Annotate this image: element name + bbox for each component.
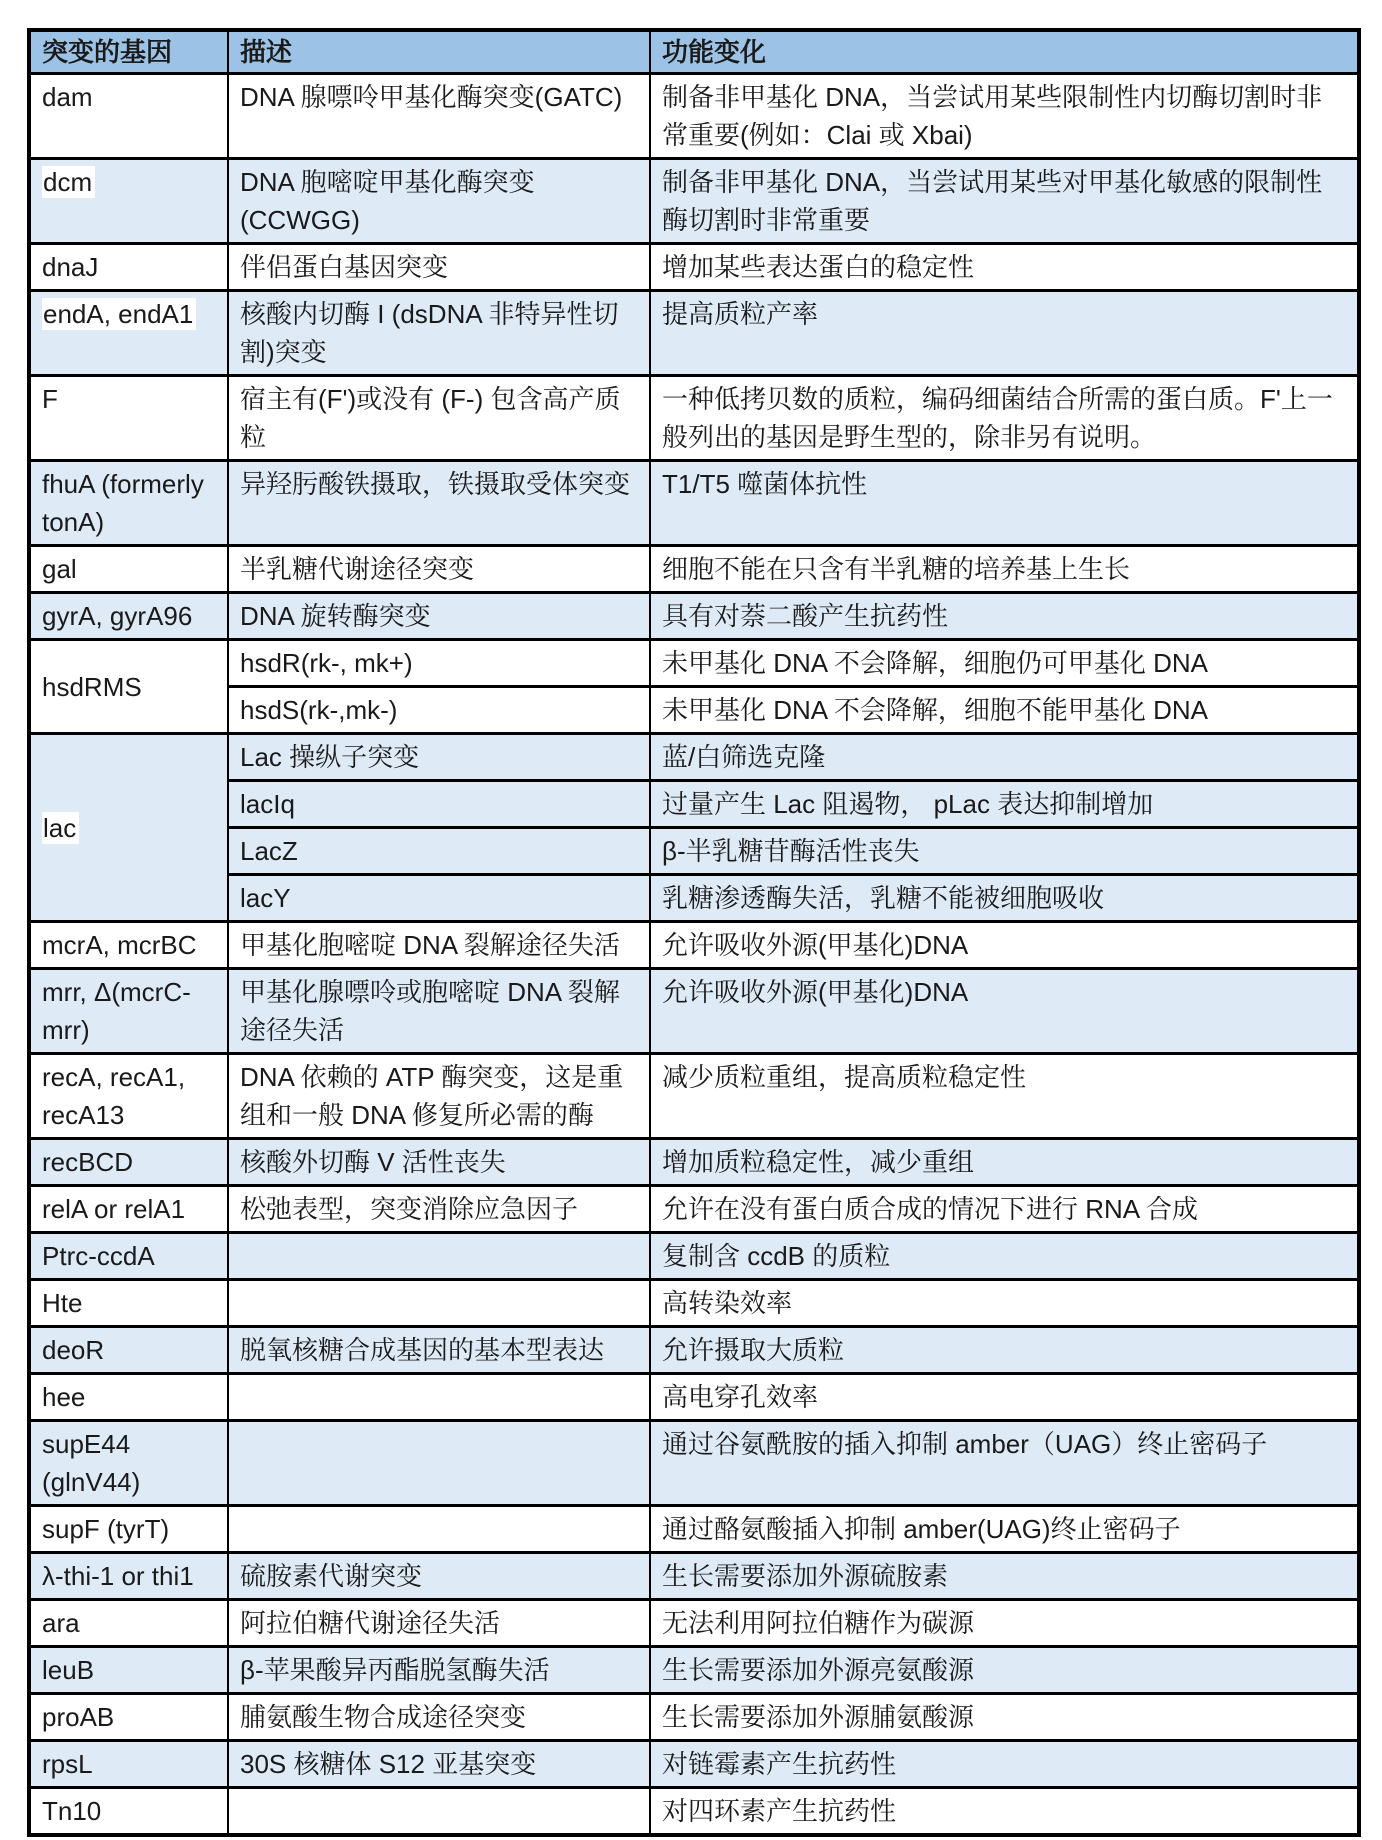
- header-description: 描述: [228, 30, 650, 74]
- table-row: [29, 1054, 1359, 1139]
- table-row: [29, 1788, 1359, 1836]
- function-cell: 高电穿孔效率: [650, 1374, 1359, 1421]
- function-cell: β-半乳糖苷酶活性丧失: [650, 828, 1359, 875]
- description-cell: [228, 1506, 650, 1553]
- gene-cell: [29, 1741, 228, 1788]
- table-row: [29, 1280, 1359, 1327]
- gene-name: hsdRMS: [42, 671, 142, 702]
- table-row: [29, 1186, 1359, 1233]
- gene-name: rpsL: [42, 1749, 93, 1779]
- table-body: [29, 74, 1359, 1836]
- gene-cell: [29, 1506, 228, 1553]
- table-row: [29, 244, 1359, 291]
- table-row: [29, 546, 1359, 593]
- description-cell: 30S 核糖体 S12 亚基突变: [228, 1741, 650, 1788]
- table-row: [29, 74, 1359, 159]
- gene-cell: [29, 159, 228, 244]
- table-row: [29, 1327, 1359, 1374]
- gene-name: Ptrc-ccdA: [42, 1241, 155, 1271]
- table-row: [29, 461, 1359, 546]
- description-cell: 甲基化腺嘌呤或胞嘧啶 DNA 裂解途径失活: [228, 969, 650, 1054]
- function-cell: 允许在没有蛋白质合成的情况下进行 RNA 合成: [650, 1186, 1359, 1233]
- function-cell: 复制含 ccdB 的质粒: [650, 1233, 1359, 1280]
- gene-cell: [29, 244, 228, 291]
- table-header: [29, 30, 1359, 74]
- table-row: [29, 1421, 1359, 1506]
- gene-cell: [29, 1054, 228, 1139]
- table-row: [29, 1506, 1359, 1553]
- header-gene: 突变的基因: [29, 30, 228, 74]
- gene-cell: [29, 461, 228, 546]
- gene-cell: [29, 969, 228, 1054]
- gene-cell: [29, 376, 228, 461]
- gene-name: supE44 (glnV44): [42, 1429, 141, 1497]
- description-cell: 松弛表型，突变消除应急因子: [228, 1186, 650, 1233]
- table-row: [29, 828, 1359, 875]
- gene-cell: [29, 546, 228, 593]
- description-cell: 甲基化胞嘧啶 DNA 裂解途径失活: [228, 922, 650, 969]
- table-row: [29, 1374, 1359, 1421]
- description-cell: [228, 1374, 650, 1421]
- description-cell: lacY: [228, 875, 650, 922]
- gene-name: dcm: [42, 166, 95, 198]
- gene-name: gyrA, gyrA96: [42, 601, 193, 631]
- description-cell: 伴侣蛋白基因突变: [228, 244, 650, 291]
- gene-name: relA or relA1: [42, 1194, 186, 1224]
- gene-name: Tn10: [42, 1796, 102, 1826]
- gene-name: mcrA, mcrBC: [42, 930, 197, 960]
- function-cell: 生长需要添加外源硫胺素: [650, 1553, 1359, 1600]
- gene-cell: [29, 1788, 228, 1836]
- function-cell: 无法利用阿拉伯糖作为碳源: [650, 1600, 1359, 1647]
- gene-name: λ-thi-1 or thi1: [42, 1561, 194, 1591]
- description-cell: [228, 1280, 650, 1327]
- description-cell: Lac 操纵子突变: [228, 734, 650, 781]
- gene-name: leuB: [42, 1655, 95, 1685]
- table-row: [29, 376, 1359, 461]
- gene-cell: [29, 1694, 228, 1741]
- description-cell: 阿拉伯糖代谢途径失活: [228, 1600, 650, 1647]
- function-cell: 允许摄取大质粒: [650, 1327, 1359, 1374]
- gene-cell: [29, 291, 228, 376]
- function-cell: 生长需要添加外源脯氨酸源: [650, 1694, 1359, 1741]
- function-cell: 具有对萘二酸产生抗药性: [650, 593, 1359, 640]
- gene-name: Hte: [42, 1288, 83, 1318]
- gene-cell: [29, 1647, 228, 1694]
- gene-cell: [29, 1600, 228, 1647]
- gene-cell: [29, 640, 228, 734]
- description-cell: 硫胺素代谢突变: [228, 1553, 650, 1600]
- function-cell: 制备非甲基化 DNA，当尝试用某些限制性内切酶切割时非常重要(例如：Clai 或 Xbai): [650, 74, 1359, 159]
- function-cell: 生长需要添加外源亮氨酸源: [650, 1647, 1359, 1694]
- gene-cell: [29, 1374, 228, 1421]
- description-cell: DNA 依赖的 ATP 酶突变，这是重组和一般 DNA 修复所必需的酶: [228, 1054, 650, 1139]
- function-cell: 增加质粒稳定性，减少重组: [650, 1139, 1359, 1186]
- header-function: 功能变化: [650, 30, 1359, 74]
- description-cell: LacZ: [228, 828, 650, 875]
- gene-name: endA, endA1: [42, 298, 196, 330]
- description-cell: DNA 腺嘌呤甲基化酶突变(GATC): [228, 74, 650, 159]
- description-cell: hsdR(rk-, mk+): [228, 640, 650, 687]
- gene-name: ara: [42, 1608, 80, 1638]
- table-row: [29, 781, 1359, 828]
- table-row: [29, 1694, 1359, 1741]
- table-row: [29, 1553, 1359, 1600]
- function-cell: 减少质粒重组，提高质粒稳定性: [650, 1054, 1359, 1139]
- function-cell: 提高质粒产率: [650, 291, 1359, 376]
- gene-name: F: [42, 384, 58, 414]
- gene-cell: [29, 1139, 228, 1186]
- gene-cell: [29, 593, 228, 640]
- gene-cell: [29, 1327, 228, 1374]
- table-row: [29, 687, 1359, 734]
- function-cell: 对四环素产生抗药性: [650, 1788, 1359, 1836]
- description-cell: 异羟肟酸铁摄取，铁摄取受体突变: [228, 461, 650, 546]
- description-cell: DNA 旋转酶突变: [228, 593, 650, 640]
- function-cell: 制备非甲基化 DNA，当尝试用某些对甲基化敏感的限制性酶切割时非常重要: [650, 159, 1359, 244]
- table-row: [29, 734, 1359, 781]
- function-cell: 乳糖渗透酶失活，乳糖不能被细胞吸收: [650, 875, 1359, 922]
- table-row: [29, 875, 1359, 922]
- table-row: [29, 1139, 1359, 1186]
- table-row: [29, 1647, 1359, 1694]
- description-cell: [228, 1421, 650, 1506]
- function-cell: 高转染效率: [650, 1280, 1359, 1327]
- gene-name: mrr, Δ(mcrC-mrr): [42, 977, 191, 1045]
- description-cell: lacIq: [228, 781, 650, 828]
- genotype-table: [27, 28, 1361, 1837]
- description-cell: β-苹果酸异丙酯脱氢酶失活: [228, 1647, 650, 1694]
- function-cell: 未甲基化 DNA 不会降解，细胞仍可甲基化 DNA: [650, 640, 1359, 687]
- function-cell: 通过酪氨酸插入抑制 amber(UAG)终止密码子: [650, 1506, 1359, 1553]
- gene-name: proAB: [42, 1702, 115, 1732]
- function-cell: 蓝/白筛选克隆: [650, 734, 1359, 781]
- description-cell: 脯氨酸生物合成途径突变: [228, 1694, 650, 1741]
- description-cell: hsdS(rk-,mk-): [228, 687, 650, 734]
- description-cell: 宿主有(F')或没有 (F-) 包含高产质粒: [228, 376, 650, 461]
- function-cell: 未甲基化 DNA 不会降解，细胞不能甲基化 DNA: [650, 687, 1359, 734]
- table-row: [29, 291, 1359, 376]
- gene-cell: [29, 922, 228, 969]
- table-row: [29, 1600, 1359, 1647]
- function-cell: 允许吸收外源(甲基化)DNA: [650, 969, 1359, 1054]
- description-cell: 脱氧核糖合成基因的基本型表达: [228, 1327, 650, 1374]
- function-cell: 细胞不能在只含有半乳糖的培养基上生长: [650, 546, 1359, 593]
- header-row: [29, 30, 1359, 74]
- gene-cell: [29, 1233, 228, 1280]
- description-cell: [228, 1788, 650, 1836]
- description-cell: 核酸内切酶 I (dsDNA 非特异性切割)突变: [228, 291, 650, 376]
- gene-name: recA, recA1, recA13: [42, 1062, 193, 1130]
- gene-cell: [29, 74, 228, 159]
- description-cell: [228, 1233, 650, 1280]
- table-row: [29, 922, 1359, 969]
- table-row: [29, 159, 1359, 244]
- gene-name: fhuA (formerly tonA): [42, 469, 212, 537]
- function-cell: 通过谷氨酰胺的插入抑制 amber（UAG）终止密码子: [650, 1421, 1359, 1506]
- function-cell: T1/T5 噬菌体抗性: [650, 461, 1359, 546]
- description-cell: 核酸外切酶 V 活性丧失: [228, 1139, 650, 1186]
- table-row: [29, 640, 1359, 687]
- table-row: [29, 1233, 1359, 1280]
- table-row: [29, 593, 1359, 640]
- gene-name: hee: [42, 1382, 86, 1412]
- function-cell: 过量产生 Lac 阻遏物， pLac 表达抑制增加: [650, 781, 1359, 828]
- gene-name: recBCD: [42, 1147, 134, 1177]
- gene-name: lac: [42, 812, 79, 844]
- gene-name: dam: [42, 82, 93, 112]
- function-cell: 一种低拷贝数的质粒，编码细菌结合所需的蛋白质。F'上一般列出的基因是野生型的，除非另有说明。: [650, 376, 1359, 461]
- gene-name: gal: [42, 554, 77, 584]
- gene-name: dnaJ: [42, 252, 99, 282]
- gene-name: deoR: [42, 1335, 105, 1365]
- description-cell: DNA 胞嘧啶甲基化酶突变 (CCWGG): [228, 159, 650, 244]
- function-cell: 增加某些表达蛋白的稳定性: [650, 244, 1359, 291]
- table-row: [29, 1741, 1359, 1788]
- gene-cell: [29, 1553, 228, 1600]
- description-cell: 半乳糖代谢途径突变: [228, 546, 650, 593]
- gene-name: supF (tyrT): [42, 1514, 170, 1544]
- table-row: [29, 969, 1359, 1054]
- gene-cell: [29, 1421, 228, 1506]
- gene-cell: [29, 734, 228, 922]
- gene-cell: [29, 1280, 228, 1327]
- function-cell: 允许吸收外源(甲基化)DNA: [650, 922, 1359, 969]
- function-cell: 对链霉素产生抗药性: [650, 1741, 1359, 1788]
- gene-cell: [29, 1186, 228, 1233]
